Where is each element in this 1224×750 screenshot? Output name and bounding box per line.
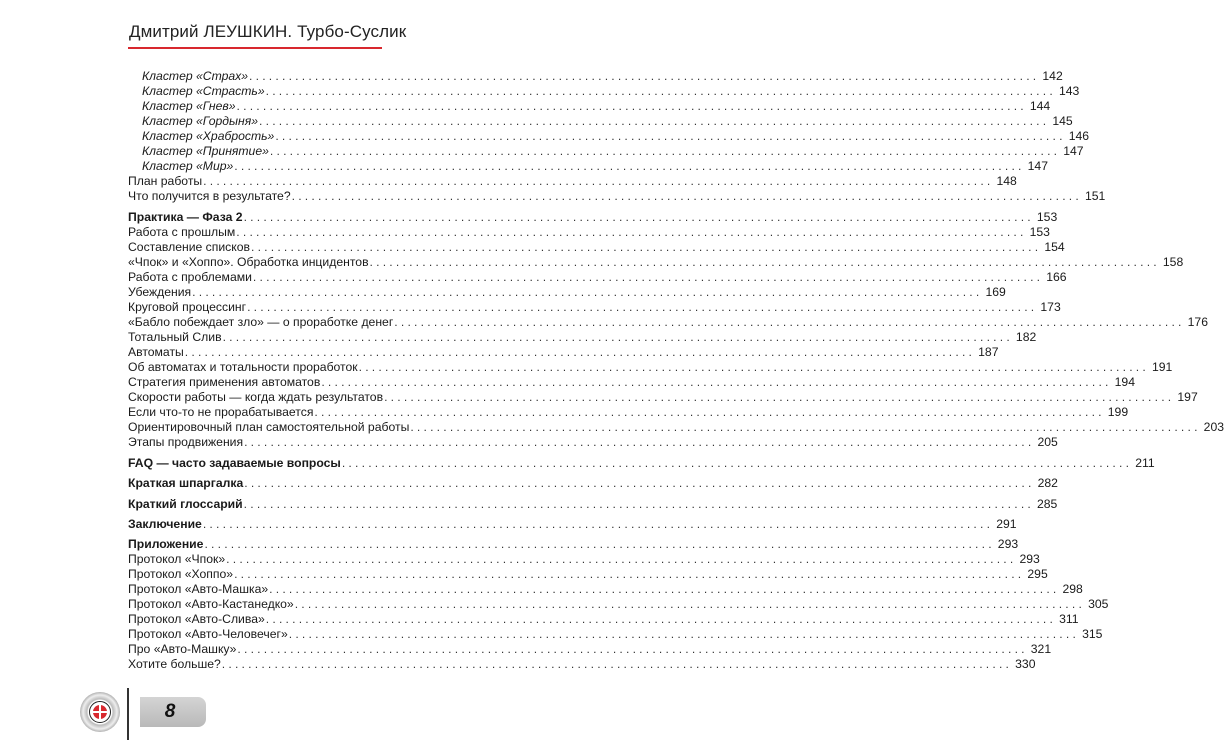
dot-leader: ........................................................................................................................ (288, 627, 1080, 641)
running-header: Дмитрий ЛЕУШКИН. Турбо-Суслик (129, 22, 407, 41)
toc-entry (142, 68, 1063, 83)
toc-entry (128, 419, 1224, 434)
toc-entry-page: 143 (1058, 84, 1080, 98)
dot-leader: ........................................................................................................................ (269, 582, 1060, 596)
toc-entry (128, 239, 1065, 254)
dot-leader: ........................................................................................................................ (192, 285, 983, 299)
toc-entry-page: 305 (1088, 597, 1109, 611)
toc-entry-title: Ориентировочный план самостоятельной работы (128, 420, 410, 434)
toc-entry-title: «Бабло побеждает зло» — о проработке денег (128, 315, 394, 329)
toc-entry-page: 151 (1084, 189, 1106, 203)
dot-leader: ........................................................................................................................ (265, 612, 1057, 626)
toc-entry (128, 611, 1079, 626)
toc-entry-page: 293 (1019, 552, 1040, 566)
toc-entry-page: 293 (997, 537, 1019, 551)
toc-entry-page: 282 (1037, 476, 1058, 490)
toc-entry (128, 314, 1208, 329)
dot-leader: ........................................................................................................................ (291, 189, 1082, 203)
toc-entry-page: 166 (1046, 270, 1067, 284)
target-logo-icon (80, 692, 120, 732)
toc-entry (128, 475, 1058, 490)
toc-entry-page: 211 (1135, 456, 1155, 470)
toc-entry-page: 330 (1015, 657, 1036, 671)
dot-leader: ........................................................................................................................ (249, 69, 1040, 83)
toc-entry (128, 374, 1135, 389)
toc-entry (128, 581, 1083, 596)
toc-entry-page: 311 (1059, 612, 1079, 626)
toc-entry (128, 284, 1006, 299)
toc-entry-page: 197 (1177, 390, 1198, 404)
toc-entry-page: 285 (1037, 497, 1058, 511)
dot-leader: ........................................................................................................................ (275, 129, 1066, 143)
dot-leader: ........................................................................................................................ (236, 225, 1027, 239)
dot-leader: ........................................................................................................................ (226, 552, 1017, 566)
dot-leader: ........................................................................................................................ (265, 84, 1056, 98)
dot-leader: ........................................................................................................................ (243, 497, 1034, 511)
toc-entry-title: Про «Авто-Машку» (128, 642, 237, 656)
toc-entry (128, 404, 1129, 419)
toc-entry (128, 359, 1173, 374)
toc-entry-page: 187 (978, 345, 999, 359)
toc-entry-page: 144 (1029, 99, 1051, 113)
toc-entry (142, 98, 1051, 113)
toc-entry-page: 153 (1036, 210, 1058, 224)
toc-entry-title: Кластер «Храбрость» (142, 129, 275, 143)
dot-leader: ........................................................................................................................ (358, 360, 1149, 374)
toc-entry-title: Тотальный Слив (128, 330, 222, 344)
toc-entry-title: Кластер «Мир» (142, 159, 234, 173)
toc-entry-title: Кластер «Страсть» (142, 84, 265, 98)
toc-entry (128, 209, 1058, 224)
toc-entry-title: Работа с прошлым (128, 225, 236, 239)
toc-entry-page: 158 (1162, 255, 1184, 269)
toc-entry-page: 298 (1062, 582, 1083, 596)
toc-entry (142, 83, 1080, 98)
toc-entry-title: Скорости работы — когда ждать результатов (128, 390, 384, 404)
toc-entry-page: 145 (1052, 114, 1073, 128)
toc-entry-title: Если что-то не прорабатывается (128, 405, 314, 419)
toc-entry-title: Кластер «Гнев» (142, 99, 236, 113)
dot-leader: ........................................................................................................................ (237, 642, 1028, 656)
toc-entry-title: Протокол «Чпок» (128, 552, 226, 566)
toc-entry-page: 203 (1203, 420, 1224, 434)
toc-entry-title: Составление списков (128, 240, 250, 254)
dot-leader: ........................................................................................................................ (184, 345, 976, 359)
toc-entry (128, 551, 1040, 566)
dot-leader: ........................................................................................................................ (252, 270, 1044, 284)
toc-entry (128, 173, 1017, 188)
toc-entry-page: 291 (996, 517, 1017, 531)
footer-divider (127, 688, 129, 740)
toc-entry-page: 147 (1027, 159, 1048, 173)
dot-leader: ........................................................................................................................ (234, 567, 1025, 581)
page-number: 8 (164, 701, 176, 722)
toc-entry (128, 641, 1052, 656)
toc-entry-title: Автоматы (128, 345, 184, 359)
toc-entry-page: 173 (1040, 300, 1061, 314)
toc-entry (128, 536, 1019, 551)
dot-leader: ........................................................................................................................ (269, 144, 1061, 158)
toc-entry (128, 269, 1067, 284)
toc-entry-page: 147 (1063, 144, 1084, 158)
toc-entry-title: Об автоматах и тотальности проработок (128, 360, 358, 374)
toc-entry-page: 148 (996, 174, 1017, 188)
toc-entry (128, 496, 1058, 511)
dot-leader: ........................................................................................................................ (234, 159, 1025, 173)
toc-entry-page: 205 (1037, 435, 1058, 449)
toc-entry (128, 329, 1037, 344)
dot-leader: ........................................................................................................................ (259, 114, 1050, 128)
dot-leader: ........................................................................................................................ (244, 476, 1035, 490)
toc-entry (128, 389, 1198, 404)
toc-entry-title: План работы (128, 174, 203, 188)
toc-entry-title: Этапы продвижения (128, 435, 244, 449)
toc-entry (128, 596, 1109, 611)
dot-leader: ........................................................................................................................ (341, 456, 1133, 470)
toc-entry (128, 566, 1048, 581)
toc-entry (128, 455, 1155, 470)
dot-leader: ........................................................................................................................ (247, 300, 1038, 314)
dot-leader: ........................................................................................................................ (222, 330, 1013, 344)
toc-entry (128, 344, 999, 359)
dot-leader: ........................................................................................................................ (251, 240, 1042, 254)
toc-entry-title: Приложение (128, 537, 204, 551)
toc-entry (128, 434, 1058, 449)
dot-leader: ........................................................................................................................ (221, 657, 1013, 671)
toc-entry-title: Кластер «Гордыня» (142, 114, 259, 128)
dot-leader: ........................................................................................................................ (384, 390, 1175, 404)
toc-entry (142, 113, 1073, 128)
dot-leader: ........................................................................................................................ (321, 375, 1112, 389)
toc-entry (128, 516, 1017, 531)
toc-entry-title: FAQ — часто задаваемые вопросы (128, 456, 341, 470)
toc-entry (128, 224, 1050, 239)
dot-leader: ........................................................................................................................ (204, 537, 995, 551)
toc-entry-title: Убеждения (128, 285, 192, 299)
toc-entry-title: Протокол «Авто-Человечег» (128, 627, 288, 641)
toc-entry-title: Круговой процессинг (128, 300, 247, 314)
dot-leader: ........................................................................................................................ (203, 174, 994, 188)
toc-entry (142, 158, 1048, 173)
toc-entry-title: Практика — Фаза 2 (128, 210, 243, 224)
dot-leader: ........................................................................................................................ (294, 597, 1086, 611)
dot-leader: ........................................................................................................................ (243, 210, 1034, 224)
dot-leader: ........................................................................................................................ (202, 517, 994, 531)
toc-entry (128, 188, 1106, 203)
toc-entry-title: Что получится в результате? (128, 189, 291, 203)
toc-entry-page: 169 (985, 285, 1006, 299)
toc-entry-page: 154 (1044, 240, 1065, 254)
toc-entry-page: 191 (1151, 360, 1173, 374)
toc-entry-title: Кластер «Принятие» (142, 144, 269, 158)
dot-leader: ........................................................................................................................ (369, 255, 1160, 269)
toc-entry-title: Стратегия применения автоматов (128, 375, 321, 389)
toc-entry-page: 142 (1042, 69, 1063, 83)
toc-entry-title: Кластер «Страх» (142, 69, 249, 83)
toc-entry-title: Протокол «Авто-Кастанедко» (128, 597, 294, 611)
dot-leader: ........................................................................................................................ (410, 420, 1201, 434)
toc-entry-title: Хотите больше? (128, 657, 221, 671)
dot-leader: ........................................................................................................................ (314, 405, 1105, 419)
toc-entry (142, 128, 1090, 143)
dot-leader: ........................................................................................................................ (244, 435, 1035, 449)
toc-entry-page: 182 (1015, 330, 1037, 344)
dot-leader: ........................................................................................................................ (236, 99, 1027, 113)
dot-leader: ........................................................................................................................ (394, 315, 1185, 329)
toc-entry-page: 153 (1029, 225, 1050, 239)
toc-entry-title: Краткая шпаргалка (128, 476, 244, 490)
page-number-tab (140, 697, 206, 727)
toc-entry (128, 299, 1061, 314)
toc-entry-page: 199 (1107, 405, 1129, 419)
toc-entry-page: 315 (1082, 627, 1103, 641)
toc-entry-page: 194 (1114, 375, 1135, 389)
toc-entry-title: Заключение (128, 517, 202, 531)
toc-entry-page: 176 (1187, 315, 1208, 329)
toc-entry-title: Работа с проблемами (128, 270, 252, 284)
toc-entry-title: Протокол «Хоппо» (128, 567, 234, 581)
toc-entry (128, 656, 1036, 671)
toc-entry (128, 626, 1103, 641)
toc-entry-title: «Чпок» и «Хоппо». Обработка инцидентов (128, 255, 369, 269)
toc-entry-title: Протокол «Авто-Слива» (128, 612, 265, 626)
toc-entry-title: Протокол «Авто-Машка» (128, 582, 269, 596)
toc-entry-page: 146 (1068, 129, 1090, 143)
toc-entry (142, 143, 1084, 158)
toc-entry-page: 295 (1027, 567, 1048, 581)
toc-entry-title: Краткий глоссарий (128, 497, 243, 511)
toc-entry-page: 321 (1030, 642, 1052, 656)
toc-entry (128, 254, 1184, 269)
